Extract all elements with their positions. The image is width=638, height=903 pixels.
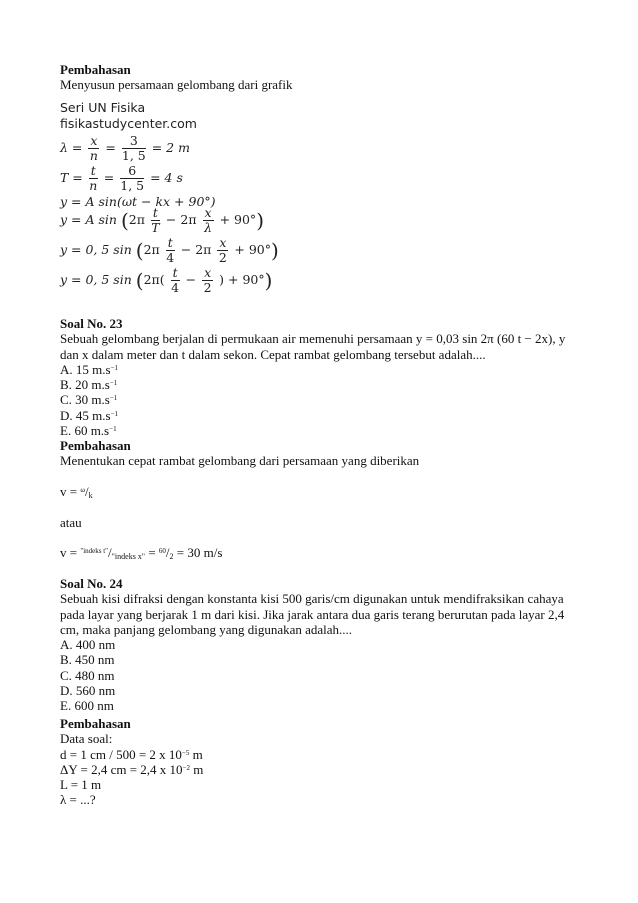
answer-option-d: D. 45 $m.s^{-1}$: [60, 407, 119, 423]
fraction: $\frac{x}{2}$: [218, 235, 227, 265]
fraction: $\frac{t}{4}$: [166, 235, 175, 265]
question-heading: Soal No. 24: [60, 576, 123, 591]
section-heading: Pembahasan: [60, 62, 131, 77]
pembahasan-block-2: [60, 438, 580, 469]
paragraph: atau: [60, 515, 82, 530]
fraction: $\frac{x}{\lambda}$: [204, 205, 213, 235]
velocity-formula: $v = ^\omega/_k$: [60, 484, 93, 500]
fraction: $\frac{t}{4}$: [171, 265, 180, 295]
source-block: [60, 100, 580, 132]
equation-line-lambda: λ = $\frac{x}{n}$ = $\frac{3}{1, 5}$ = 2 m: [60, 133, 190, 163]
question-text-line: cm, maka panjang gelombang yang digunakan adalah....: [60, 621, 353, 637]
question-heading: Soal No. 23: [60, 316, 123, 331]
fraction: $\frac{x}{2}$: [203, 265, 212, 295]
answer-option-a: A. 400 nm: [60, 637, 116, 653]
equation-line-substituted: y = A sin (2π $\frac{t}{T}$ − 2π $\frac{x}{\lambda}$ + 90°): [60, 205, 264, 235]
pembahasan-block-1: [60, 62, 580, 93]
pembahasan-block-3: [60, 716, 580, 808]
series-title: Seri UN Fisika: [60, 100, 146, 115]
data-label: Data soal:: [60, 731, 113, 747]
question-text-line: dan x dalam meter dan t dalam sekon. Cepat rambat gelombang tersebut adalah....: [60, 346, 486, 362]
fraction: $\frac{6}{1, 5}$: [120, 163, 145, 193]
data-item: d = 1 cm / 500 = 2 x $10^{-5}$ m: [60, 746, 203, 762]
question-23: [60, 316, 580, 438]
answer-option-c: C. 30 $m.s^{-1}$: [60, 392, 118, 408]
velocity-calculation: $v = ^{"indeks t"}/_{"indeks x"} = ^{60}/_2 = 30$ m/s: [60, 545, 223, 561]
equation-line-period: T = $\frac{t}{n}$ = $\frac{6}{1, 5}$ = 4 s: [60, 163, 183, 193]
answer-option-b: B. 450 nm: [60, 652, 115, 668]
answer-option-c: C. 480 nm: [60, 667, 115, 683]
equation-line-final: y = 0, 5 sin (2π( $\frac{t}{4}$ − $\frac{x}{2}$ ) + 90°): [60, 265, 273, 295]
answer-option-e: E. 60 $m.s^{-1}$: [60, 423, 117, 439]
data-item: ΔY = 2,4 cm = 2,4 x $10^{-2}$ m: [60, 761, 204, 777]
question-24: [60, 576, 580, 714]
section-heading: Pembahasan: [60, 716, 131, 731]
question-text-line: Sebuah gelombang berjalan di permukaan air memenuhi persamaan y = 0,03 sin 2π (60 t − 2x), y: [60, 331, 566, 347]
fraction: $\frac{t}{n}$: [89, 163, 98, 193]
equation-line-general: y = A sin(ωt − kx + 90°): [60, 194, 216, 209]
answer-option-a: A. 15 $m.s^{-1}$: [60, 361, 119, 377]
equation-line-numeric: y = 0, 5 sin (2π $\frac{t}{4}$ − 2π $\frac{x}{2}$ + 90°): [60, 235, 279, 265]
question-text-line: pada layar yang berjarak 1 m dari kisi. Jika jarak antara dua garis terang berurutan pada layar 2,4: [60, 606, 565, 622]
question-text-line: Sebuah kisi difraksi dengan konstanta kisi 500 garis/cm digunakan untuk mendifraksikan cahaya: [60, 591, 564, 607]
fraction: $\frac{3}{1, 5}$: [121, 133, 146, 163]
data-item: L = 1 m: [60, 777, 102, 793]
fraction: $\frac{t}{T}$: [151, 205, 160, 235]
answer-option-b: B. 20 $m.s^{-1}$: [60, 377, 118, 393]
section-heading: Pembahasan: [60, 438, 131, 453]
paragraph: Menentukan cepat rambat gelombang dari persamaan yang diberikan: [60, 453, 420, 469]
fraction: $\frac{x}{n}$: [89, 133, 98, 163]
answer-option-d: D. 560 nm: [60, 683, 116, 699]
equation-derivation: [60, 134, 580, 294]
paragraph: Menyusun persamaan gelombang dari grafik: [60, 77, 293, 93]
answer-option-e: E. 600 nm: [60, 698, 114, 714]
data-item: λ = ...?: [60, 792, 96, 808]
website-name: fisikastudycenter.com: [60, 116, 197, 131]
